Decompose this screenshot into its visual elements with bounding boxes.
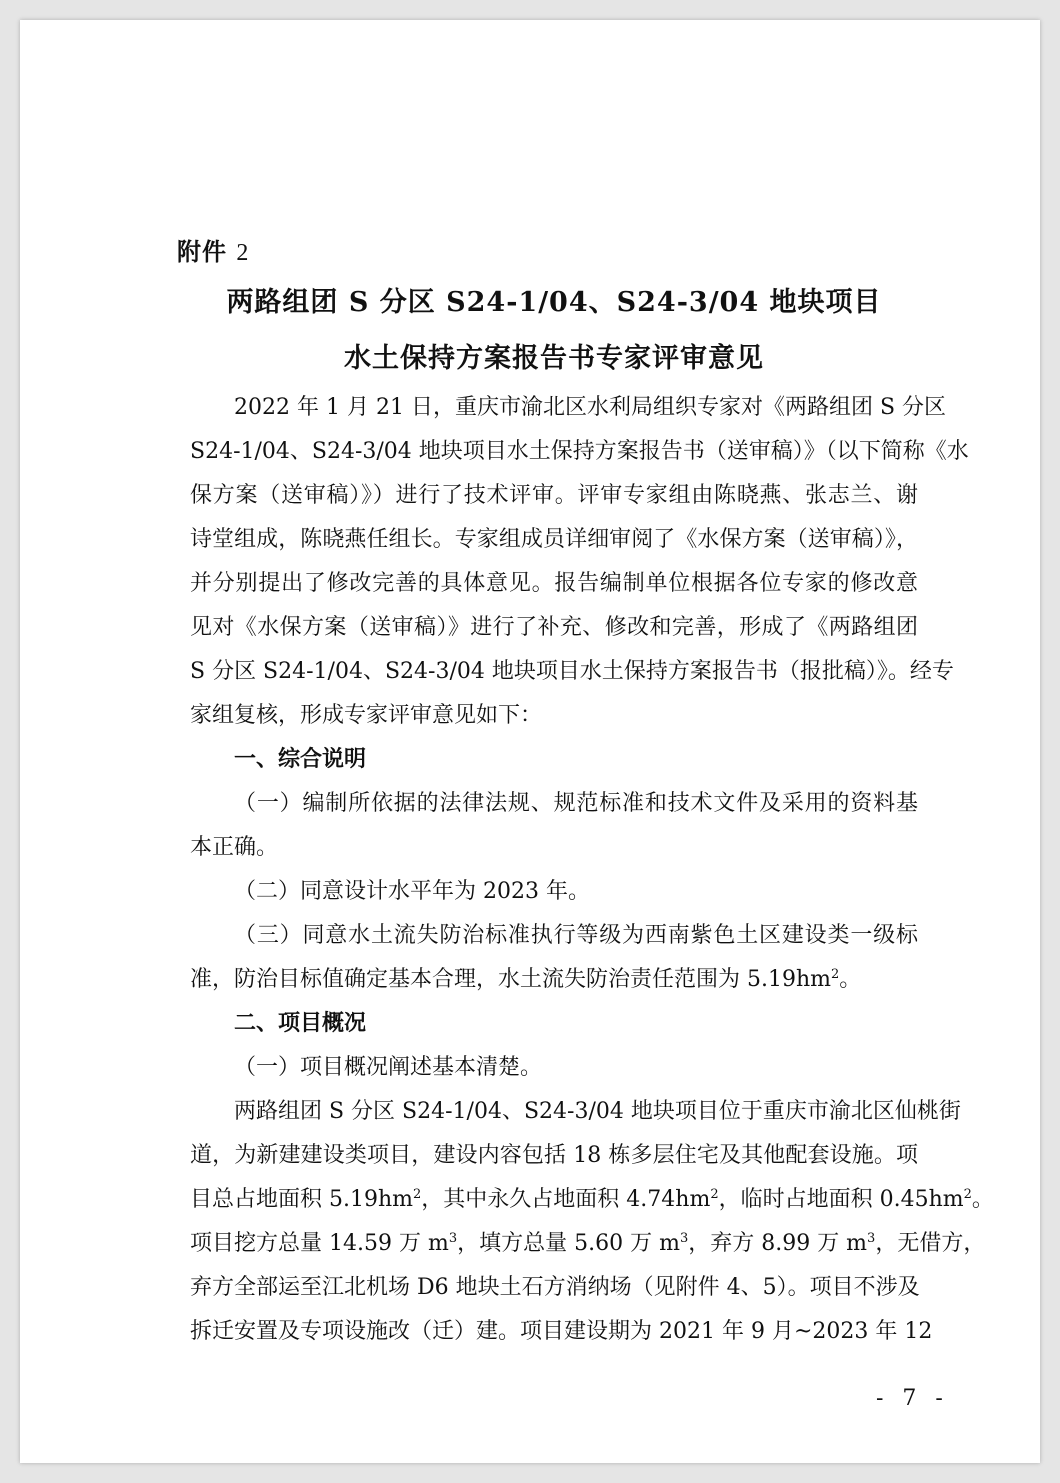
section1-item1-line: （一）编制所依据的法律法规、规范标准和技术文件及采用的资料基 bbox=[234, 791, 918, 816]
paragraph-line: S 分区 S24-1/04、S24-3/04 地块项目水土保持方案报告书（报批稿）》。经专 bbox=[190, 659, 954, 684]
paragraph-line bbox=[190, 1222, 986, 1266]
text-run: 。 bbox=[839, 967, 862, 992]
section-heading-1: 一、综合说明 bbox=[234, 747, 367, 772]
superscript: 2 bbox=[710, 1187, 719, 1202]
section2-item1: （一）项目概况阐述基本清楚。 bbox=[234, 1055, 543, 1080]
text-run: 目总占地面积 5.19hm bbox=[190, 1187, 414, 1212]
text-run: ，填方总量 5.60 万 m bbox=[457, 1231, 680, 1256]
document-body bbox=[190, 386, 994, 1354]
paragraph-line: 家组复核，形成专家评审意见如下： bbox=[190, 703, 543, 728]
section1-item3-line: （三）同意水土流失防治标准执行等级为西南紫色土区建设类一级标 bbox=[234, 923, 918, 948]
superscript: 3 bbox=[679, 1231, 689, 1246]
paragraph-line: 拆迁安置及专项设施改（迁）建。项目建设期为 2021 年 9 月~2023 年 12 bbox=[190, 1319, 933, 1344]
paragraph-line: 两路组团 S 分区 S24-1/04、S24-3/04 地块项目位于重庆市渝北区仙桃街 bbox=[234, 1099, 961, 1124]
paragraph-line: 保方案（送审稿）》）进行了技术评审。评审专家组由陈晓燕、张志兰、谢 bbox=[190, 483, 918, 508]
text-run: ，其中永久占地面积 4.74hm bbox=[421, 1187, 711, 1212]
attachment-number: 2 bbox=[236, 240, 250, 266]
paragraph-line: 诗堂组成，陈晓燕任组长。专家组成员详细审阅了《水保方案（送审稿）》， bbox=[190, 527, 918, 552]
text-run: ，临时占地面积 0.45hm bbox=[718, 1187, 964, 1212]
superscript: 3 bbox=[867, 1231, 876, 1246]
paragraph-line: 见对《水保方案（送审稿）》进行了补充、修改和完善，形成了《两路组团 bbox=[190, 615, 918, 640]
paragraph-line: 弃方全部运至江北机场 D6 地块土石方消纳场（见附件 4、5）。项目不涉及 bbox=[190, 1275, 920, 1300]
section-heading-2: 二、项目概况 bbox=[234, 1011, 367, 1036]
paragraph-line: S24-1/04、S24-3/04 地块项目水土保持方案报告书（送审稿）》（以下简称《水 bbox=[190, 439, 969, 464]
attachment-text: 附件 bbox=[177, 238, 227, 266]
superscript: 2 bbox=[963, 1187, 972, 1202]
text-run: ，弃方 8.99 万 m bbox=[688, 1231, 868, 1256]
paragraph-line bbox=[190, 1178, 994, 1222]
section1-item3-line bbox=[190, 958, 918, 1002]
page-number: - 7 - bbox=[876, 1386, 949, 1411]
paragraph-line: 道，为新建建设类项目，建设内容包括 18 栋多层住宅及其他配套设施。项 bbox=[190, 1143, 918, 1168]
title-line-1: 两路组团 S 分区 S24-1/04、S24-3/04 地块项目 bbox=[226, 287, 882, 318]
superscript: 3 bbox=[448, 1231, 458, 1246]
text-run: ，无借方， bbox=[875, 1231, 986, 1256]
superscript: 2 bbox=[831, 967, 840, 982]
section1-item2: （二）同意设计水平年为 2023 年。 bbox=[234, 879, 590, 904]
document-page bbox=[20, 20, 1040, 1463]
title-line-2: 水土保持方案报告书专家评审意见 bbox=[344, 343, 764, 374]
section1-item1-line: 本正确。 bbox=[190, 835, 279, 860]
text-run: 项目挖方总量 14.59 万 m bbox=[190, 1231, 449, 1256]
paragraph-line: 并分别提出了修改完善的具体意见。报告编制单位根据各位专家的修改意 bbox=[190, 571, 918, 596]
superscript: 2 bbox=[413, 1187, 422, 1202]
text-run: 。 bbox=[971, 1187, 994, 1212]
paragraph-line: 2022 年 1 月 21 日，重庆市渝北区水利局组织专家对《两路组团 S 分区 bbox=[234, 395, 947, 420]
attachment-label bbox=[177, 232, 249, 267]
text-run: 准，防治目标值确定基本合理，水土流失防治责任范围为 5.19hm bbox=[190, 967, 832, 992]
